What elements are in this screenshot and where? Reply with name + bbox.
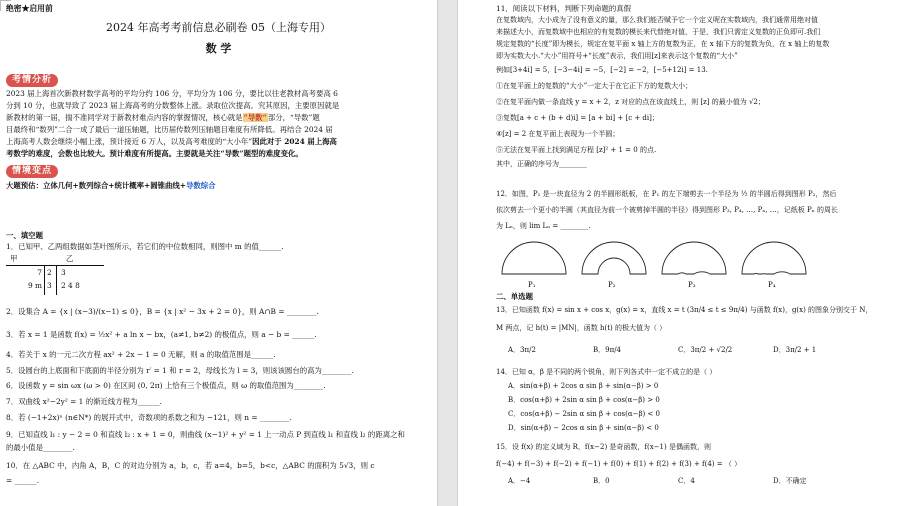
q11-answer: 其中，正确的序号为________ <box>496 160 587 168</box>
stem-header-right: 乙 <box>66 254 74 263</box>
analysis-line-1: 2023 届上海首次新教材数学高考的平均分约 106 分，平均分为 106 分，要比以往老教材高考要高 6 <box>6 89 338 98</box>
stem-row2-right: 2 4 8 <box>61 281 80 290</box>
q11-item-2: ②在复平面内做一条直线 y = x + 2，z 对应的点在该直线上，则 [z] 的最小值为 √2； <box>496 98 765 106</box>
figure-p3 <box>662 242 726 274</box>
analysis-line-4: 目最终和“数列”二合一成了最后一道压轴题，比历届传数列压轴题目难度有所降低。再结合 2024 届 <box>6 125 333 134</box>
prediction-banner: 情境变点 <box>6 165 58 178</box>
q13-option-b[interactable]: B．9π/4 <box>593 346 622 354</box>
analysis-line-6: 考数学的难度，会数也比较大。预计难度有所提高。主要就是关注“导数”题型的难度变化。 <box>6 149 303 158</box>
q13-option-c[interactable]: C．3π/2 + √2/2 <box>678 346 733 354</box>
subject-title: 数 学 <box>205 42 232 55</box>
q11-item-4: ④[z] = 2 在复平面上表现为一个半圆； <box>496 130 620 138</box>
stem-row2-left: 9 m <box>27 281 42 290</box>
q13-option-d[interactable]: D．3π/2 + 1 <box>773 346 817 354</box>
derivative-highlight: “导数” <box>243 113 267 122</box>
q14-option-d[interactable]: D．sin(α+β) − 2cos α sin β + sin(α−β) < 0 <box>508 424 659 432</box>
question-10-cont: = ______. <box>6 476 40 485</box>
q11-line-5: 即为实数大小.“大小”用符号+“长度”表示，我们用[z]来表示这个复数的“大小” <box>496 52 738 60</box>
q12-line-2: 依次剪去一个更小的半圆（其直径为前一个被剪掉半圆的半径）得到图形 P₃, P₄, …, Pₙ, …，记纸板 Pₙ 的周长 <box>496 206 838 214</box>
analysis-line-2: 分到 10 分，也就导致了 2023 届上海高考的分数整体上涨。录取位次提高。究其原因，主要原因就是 <box>6 101 340 110</box>
analysis-banner: 考情分析 <box>6 74 58 87</box>
left-page <box>0 0 438 506</box>
question-10: 10．在 △ABC 中，内角 A，B，C 的对边分别为 a，b，c，若 a=4，b=5，b<c，△ABC 的面积为 5√3，则 c <box>6 461 375 470</box>
question-7: 7．双曲线 x²−2y² = 1 的渐近线方程为______. <box>6 397 162 406</box>
paper-title: 2024 年高考考前信息必刷卷 05（上海专用） <box>106 21 331 34</box>
analysis-line-3: 新教材的第一届，揣不准同学对于新教材难点内容的掌握情况，核心就是“导数”部分，“导数”题 <box>6 113 320 122</box>
right-page <box>457 0 900 506</box>
figure-label-p2: P₂ <box>608 281 616 289</box>
q15-option-a[interactable]: A．−4 <box>508 477 531 485</box>
q15-line-2: f(−4) + f(−3) + f(−2) + f(−1) + f(0) + f(1) + f(2) + f(3) + f(4) = （ ） <box>496 460 742 468</box>
q11-item-3: ③复数[a + c + (b + d)i] = [a + bi] + [c + di]； <box>496 114 659 122</box>
q11-item-5: ⑤无法在复平面上找到满足方程 [z]² + 1 = 0 的点. <box>496 146 657 154</box>
q14-option-c[interactable]: C．cos(α+β) − 2sin α sin β + cos(α−β) < 0 <box>508 410 660 418</box>
q15-line-1: 15．设 f(x) 的定义域为 R，f(x−2) 是奇函数，f(x−1) 是偶函数，则 <box>496 443 711 451</box>
q11-line-3: 来描述大小，而复数域中也相应的有复数的模长来代替绝对值，于是，我们只需定义复数的正负即可.我们 <box>496 28 821 36</box>
figure-p1 <box>502 242 566 274</box>
section-single-choice: 二、单选题 <box>496 292 533 301</box>
q13-line-1: 13．已知函数 f(x) = sin x + cos x，g(x) = x，直线 x = t (3π/4 ≤ t ≤ 9π/4) 与函数 f(x)，g(x) 的图象分别交于 N， <box>496 306 873 314</box>
q14-stem: 14．已知 α，β 是不同的两个锐角，则下列各式中一定不成立的是（ ） <box>496 368 717 376</box>
q15-option-b[interactable]: B．0 <box>593 477 610 485</box>
semicircle-figures <box>498 236 828 290</box>
figure-p2 <box>582 242 646 274</box>
q15-option-d[interactable]: D．不确定 <box>773 477 807 485</box>
question-5: 5．设圆台的上底面和下底面的半径分别为 r′ = 1 和 r = 2，母线长为 l = 3，则该该圆台的高为________. <box>6 366 354 375</box>
q11-line-4: 规定复数的“长度”即为模长，规定在复平面 x 轴上方的复数为正，在 x 轴下方的复数为负，在 x 轴上的复数 <box>496 40 830 48</box>
question-4: 4．若关于 x 的一元二次方程 ax² + 2x − 1 = 0 无解，则 a 的取值范围是______. <box>6 350 276 359</box>
q12-line-3: 为 Lₙ，则 lim Lₙ = ________. <box>496 222 591 230</box>
stem-leaf-table <box>6 254 106 296</box>
q14-option-a[interactable]: A．sin(α+β) + 2cos α sin β + sin(α−β) > 0 <box>508 382 659 390</box>
question-2: 2．设集合 A = {x | (x−3)/(x−1) ≤ 0}，B = {x | x² − 3x + 2 = 0}，则 A∩B = ________. <box>6 307 319 316</box>
prediction-line: 大题预估：立体几何+数列综合+统计概率+圆锥曲线+导数综合 <box>6 181 216 190</box>
stem-header-left: 甲 <box>10 254 18 263</box>
stem-row1-left: 7 <box>37 268 42 277</box>
q13-line-2: M 两点，记 h(t) = |MN|，函数 h(t) 的极大值为（ ） <box>496 324 667 332</box>
figure-label-p4: P₄ <box>768 281 776 289</box>
question-6: 6．设函数 y = sin ωx (ω > 0) 在区间 (0, 2π) 上恰有三个极值点，则 ω 的取值范围为________. <box>6 381 326 390</box>
q13-option-a[interactable]: A．3π/2 <box>508 346 536 354</box>
q11-line-1: 11．阅读以下材料，判断下列命题的真假 <box>496 4 632 13</box>
stem-row1-stem: 2 <box>47 268 52 277</box>
analysis-line-5: 上海高考人数会继续小幅上涨，预计接近 6 万人，以及高考难度的“大小年”因此对于 2024 届上海高 <box>6 137 337 146</box>
stem-row1-right: 3 <box>61 268 66 277</box>
prediction-link[interactable]: 导数综合 <box>186 181 216 190</box>
question-8: 8．若 (−1+2x)ⁿ (n∈N*) 的展开式中，奇数项的系数之和为 −121，则 n = ________. <box>6 413 292 422</box>
figure-p4 <box>742 242 806 274</box>
q15-option-c[interactable]: C．4 <box>678 477 695 485</box>
question-9: 9．已知直线 l₁ : y − 2 = 0 和直线 l₂ : x + 1 = 0，则曲线 (x−1)² + y² = 1 上一动点 P 到直线 l₁ 和直线 l₂ 的距离之和 <box>6 430 405 439</box>
section-fill-blank: 一、填空题 <box>6 231 43 240</box>
q11-line-6: 例如[3+4i] = 5，[−3−4i] = −5，[−2] = −2，[−5+12i] = 13. <box>496 66 708 74</box>
stem-row2-stem: 3 <box>47 281 52 290</box>
q11-item-1: ①在复平面上的复数的“大小”一定大于在它正下方的复数大小； <box>496 82 693 90</box>
q14-option-b[interactable]: B．cos(α+β) + 2sin α sin β + cos(α−β) > 0 <box>508 396 660 404</box>
question-9-cont: 的最小值是________. <box>6 443 75 452</box>
figure-label-p1: P₁ <box>528 281 536 289</box>
question-3: 3．若 x = 1 是函数 f(x) = ½x² + a ln x − bx，(a≠1, b≠2) 的极值点，则 a − b = ______. <box>6 330 317 339</box>
figure-label-p3: P₃ <box>688 281 696 289</box>
secret-label: 绝密★启用前 <box>6 4 53 13</box>
question-1: 1．已知甲、乙两组数据如茎叶图所示，若它们的中位数相同，则图中 m 的值______. <box>6 242 284 251</box>
q12-line-1: 12．如图，P₁ 是一块直径为 2 的半圆形纸板，在 P₁ 的左下端剪去一个半径为 ½ 的半圆后得到图形 P₂，然后 <box>496 190 837 198</box>
q11-line-2: 在复数域内，大小成为了没有意义的量，那么我们能否赋予它一个定义呢在实数域内，我们通常用绝对值 <box>496 16 818 24</box>
